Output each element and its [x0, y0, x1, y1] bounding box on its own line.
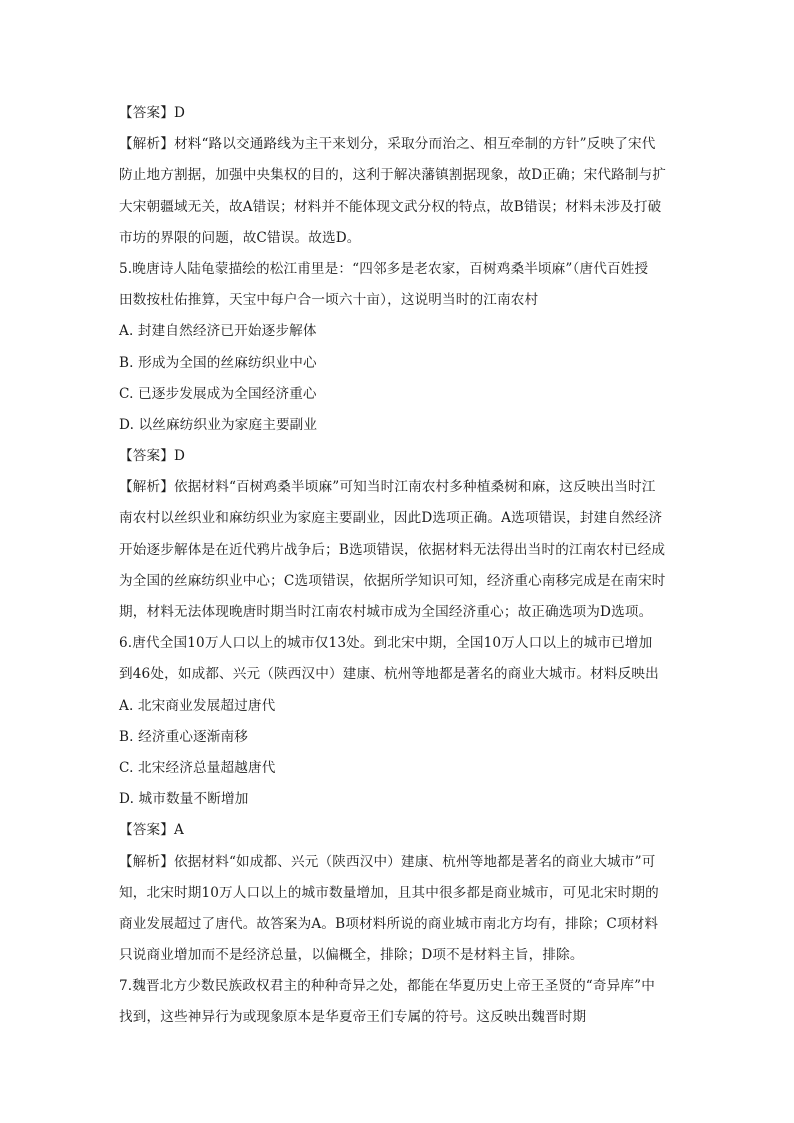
question-5-option-c: C. 已逐步发展成为全国经济重心 [119, 385, 317, 402]
question-6-option-c: C. 北宋经济总量超越唐代 [119, 759, 276, 776]
question-5-stem: 5.晚唐诗人陆龟蒙描绘的松江甫里是：“四邻多是老农家，百树鸡桑半顷麻”（唐代百姓授 [119, 260, 649, 277]
analysis-line: 只说商业增加而不是经济总量，以偏概全，排除；D项不是材料主旨，排除。 [119, 947, 584, 964]
document-page [119, 98, 679, 1034]
question-5-stem: 田数按杜佑推算，天宝中每户合一顷六十亩），这说明当时的江南农村 [119, 292, 539, 309]
analysis-line: 商业发展超过了唐代。故答案为A。B项材料所说的商业城市南北方均有，排除；C项材料 [119, 915, 659, 932]
answer-label-q6: 【答案】A [119, 822, 184, 839]
analysis-line: 大宋朝疆域无关，故A错误；材料并不能体现文武分权的特点，故B错误；材料未涉及打破 [119, 198, 662, 215]
analysis-line: 南农村以丝织业和麻纺织业为家庭主要副业，因此D选项正确。A选项错误，封建自然经济 [119, 510, 663, 527]
analysis-line: 【解析】材料“路以交通路线为主干来划分，采取分而治之、相互牵制的方针”反映了宋代 [119, 136, 656, 153]
question-6-stem: 到46处，如成都、兴元（陕西汉中）建康、杭州等地都是著名的商业大城市。材料反映出 [119, 666, 659, 683]
question-7-stem: 找到，这些神异行为或现象原本是华夏帝王们专属的符号。这反映出魏晋时期 [119, 1009, 587, 1026]
answer-label-q4: 【答案】D [119, 105, 186, 121]
analysis-line: 知，北宋时期10万人口以上的城市数量增加，且其中很多都是商业城市，可见北宋时期的 [119, 884, 659, 901]
analysis-line: 市坊的界限的问题，故C错误。故选D。 [119, 229, 361, 246]
question-5-option-a: A. 封建自然经济已开始逐步解体 [119, 323, 317, 340]
answer-label-q5: 【答案】D [119, 448, 186, 465]
question-6-option-b: B. 经济重心逐渐南移 [119, 728, 249, 745]
analysis-line: 为全国的丝麻纺织业中心；C选项错误，依据所学知识可知，经济重心南移完成是在南宋时 [119, 572, 666, 589]
analysis-line: 防止地方割据，加强中央集权的目的，这利于解决藩镇割据现象，故D正确；宋代路制与扩 [119, 167, 667, 184]
question-6-option-a: A. 北宋商业发展超过唐代 [119, 697, 276, 714]
question-6-option-d: D. 城市数量不断增加 [119, 791, 249, 808]
question-5-option-b: B. 形成为全国的丝麻纺织业中心 [119, 354, 317, 371]
question-7-stem: 7.魏晋北方少数民族政权君主的种种奇异之处，都能在华夏历史上帝王圣贤的“奇异库”中 [119, 978, 655, 995]
analysis-line: 开始逐步解体是在近代鸦片战争后；B选项错误，依据材料无法得出当时的江南农村已经成 [119, 541, 666, 558]
analysis-line: 【解析】依据材料“如成都、兴元（陕西汉中）建康、杭州等地都是著名的商业大城市”可 [119, 853, 656, 870]
analysis-line: 期，材料无法体现晚唐时期当时江南农村城市成为全国经济重心；故正确选项为D选项。 [119, 604, 653, 620]
question-6-stem: 6.唐代全国10万人口以上的城市仅13处。到北宋中期，全国10万人口以上的城市已增加 [119, 635, 653, 652]
analysis-line: 【解析】依据材料“百树鸡桑半顷麻”可知当时江南农村多种植桑树和麻，这反映出当时江 [119, 479, 656, 496]
question-5-option-d: D. 以丝麻纺织业为家庭主要副业 [119, 416, 318, 433]
